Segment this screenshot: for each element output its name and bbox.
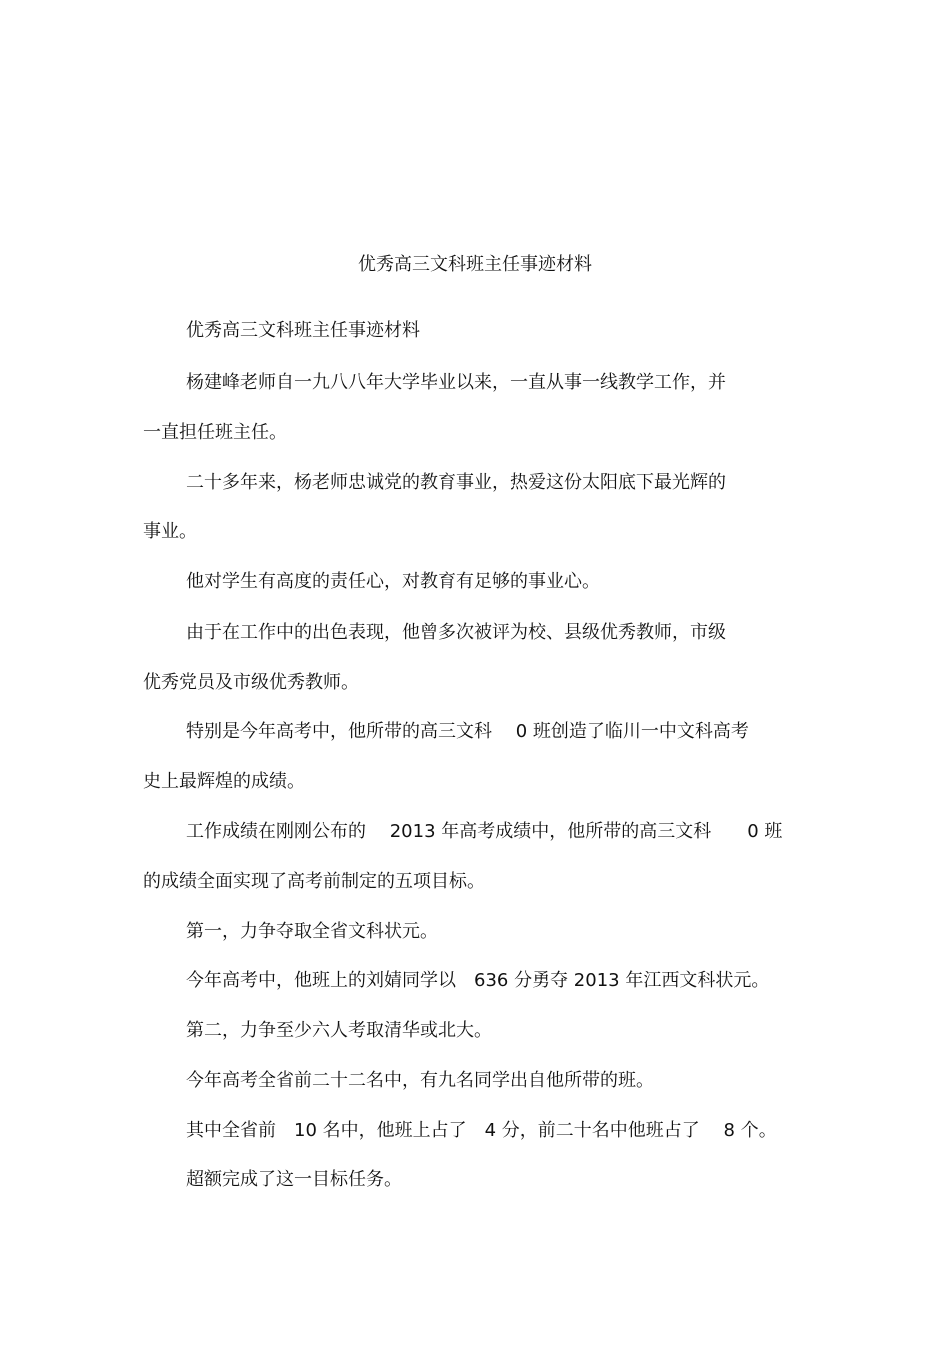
paragraph-line: 今年高考全省前二十二名中，有九名同学出自他所带的班。 [186, 1070, 654, 1091]
paragraph-heading: 优秀高三文科班主任事迹材料 [186, 320, 420, 341]
paragraph-line: 工作成绩在刚刚公布的 2013 年高考成绩中，他所带的高三文科 0 班 [186, 821, 783, 842]
paragraph-line: 的成绩全面实现了高考前制定的五项目标。 [143, 871, 485, 892]
paragraph-line: 特别是今年高考中，他所带的高三文科 0 班创造了临川一中文科高考 [186, 721, 749, 742]
paragraph-line: 由于在工作中的出色表现，他曾多次被评为校、县级优秀教师，市级 [186, 622, 726, 643]
paragraph-line: 杨建峰老师自一九八八年大学毕业以来，一直从事一线教学工作，并 [186, 372, 726, 393]
paragraph-line: 其中全省前 10 名中，他班上占了 4 分，前二十名中他班占了 8 个。 [186, 1120, 777, 1141]
paragraph-line: 一直担任班主任。 [143, 422, 287, 443]
paragraph-line: 优秀党员及市级优秀教师。 [143, 672, 359, 693]
paragraph-line: 今年高考中，他班上的刘婧同学以 636 分勇夺 2013 年江西文科状元。 [186, 970, 770, 991]
paragraph-line: 超额完成了这一目标任务。 [186, 1169, 402, 1190]
paragraph-line: 史上最辉煌的成绩。 [143, 771, 305, 792]
paragraph-line: 二十多年来，杨老师忠诚党的教育事业，热爱这份太阳底下最光辉的 [186, 472, 726, 493]
document-title: 优秀高三文科班主任事迹材料 [358, 254, 592, 275]
paragraph-line: 事业。 [143, 521, 197, 542]
paragraph-line: 他对学生有高度的责任心，对教育有足够的事业心。 [186, 571, 600, 592]
paragraph-line: 第二，力争至少六人考取清华或北大。 [186, 1020, 492, 1041]
paragraph-line: 第一，力争夺取全省文科状元。 [186, 921, 438, 942]
